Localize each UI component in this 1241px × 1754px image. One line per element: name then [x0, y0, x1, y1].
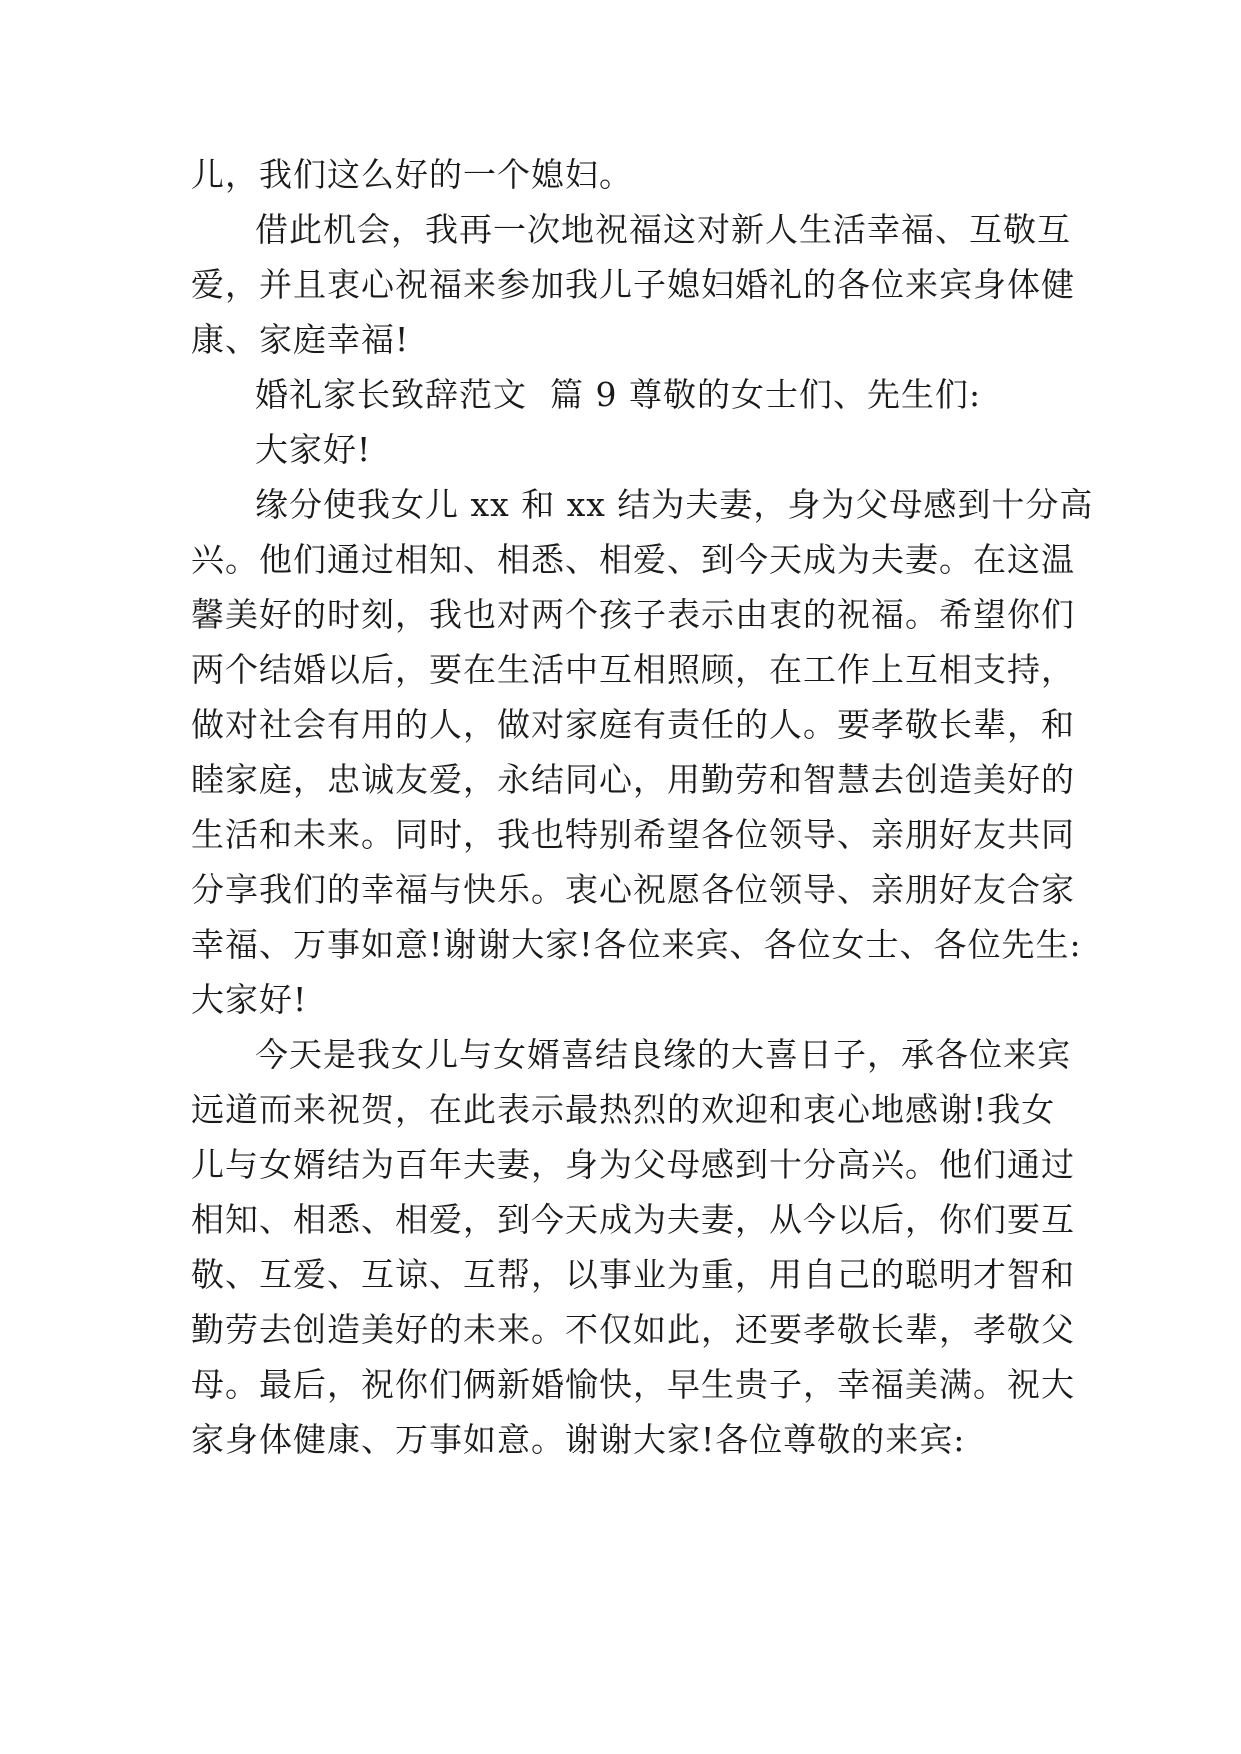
text-line: 家身体健康、万事如意。谢谢大家!各位尊敬的来宾: [191, 1420, 966, 1459]
text-line: 做对社会有用的人，做对家庭有责任的人。要孝敬长辈，和 [191, 705, 1075, 744]
text-line: 借此机会，我再一次地祝福这对新人生活幸福、互敬互 [255, 210, 1071, 249]
text-line: 儿，我们这么好的一个媳妇。 [191, 155, 633, 194]
text-line: 幸福、万事如意!谢谢大家!各位来宾、各位女士、各位先生: [191, 925, 1082, 964]
text-line: 分享我们的幸福与快乐。衷心祝愿各位领导、亲朋好友合家 [191, 870, 1075, 909]
text-line: 远道而来祝贺，在此表示最热烈的欢迎和衷心地感谢!我女 [191, 1090, 1056, 1129]
text-line: 大家好! [255, 430, 372, 469]
text-line: 两个结婚以后，要在生活中互相照顾，在工作上互相支持， [191, 650, 1075, 689]
text-line: 相知、相悉、相爱，到今天成为夫妻，从今以后，你们要互 [191, 1200, 1075, 1239]
text-line: 母。最后，祝你们俩新婚愉快，早生贵子，幸福美满。祝大 [191, 1365, 1075, 1404]
text-line: 爱，并且衷心祝福来参加我儿子媳妇婚礼的各位来宾身体健 [191, 265, 1075, 304]
text-line: 大家好! [191, 980, 308, 1019]
text-line: 兴。他们通过相知、相悉、相爱、到今天成为夫妻。在这温 [191, 540, 1075, 579]
text-line: 勤劳去创造美好的未来。不仅如此，还要孝敬长辈，孝敬父 [191, 1310, 1075, 1349]
section-heading: 婚礼家长致辞范文 篇 9 尊敬的女士们、先生们: [255, 375, 982, 414]
text-line: 康、家庭幸福! [191, 320, 410, 359]
text-line: 睦家庭，忠诚友爱，永结同心，用勤劳和智慧去创造美好的 [191, 760, 1075, 799]
text-line: 缘分使我女儿 xx 和 xx 结为夫妻，身为父母感到十分高 [255, 485, 1094, 524]
text-line: 敬、互爱、互谅、互帮，以事业为重，用自己的聪明才智和 [191, 1255, 1075, 1294]
text-line: 今天是我女儿与女婿喜结良缘的大喜日子，承各位来宾 [255, 1035, 1071, 1074]
text-line: 生活和未来。同时，我也特别希望各位领导、亲朋好友共同 [191, 815, 1075, 854]
text-line: 儿与女婿结为百年夫妻，身为父母感到十分高兴。他们通过 [191, 1145, 1075, 1184]
text-line: 馨美好的时刻，我也对两个孩子表示由衷的祝福。希望你们 [191, 595, 1075, 634]
